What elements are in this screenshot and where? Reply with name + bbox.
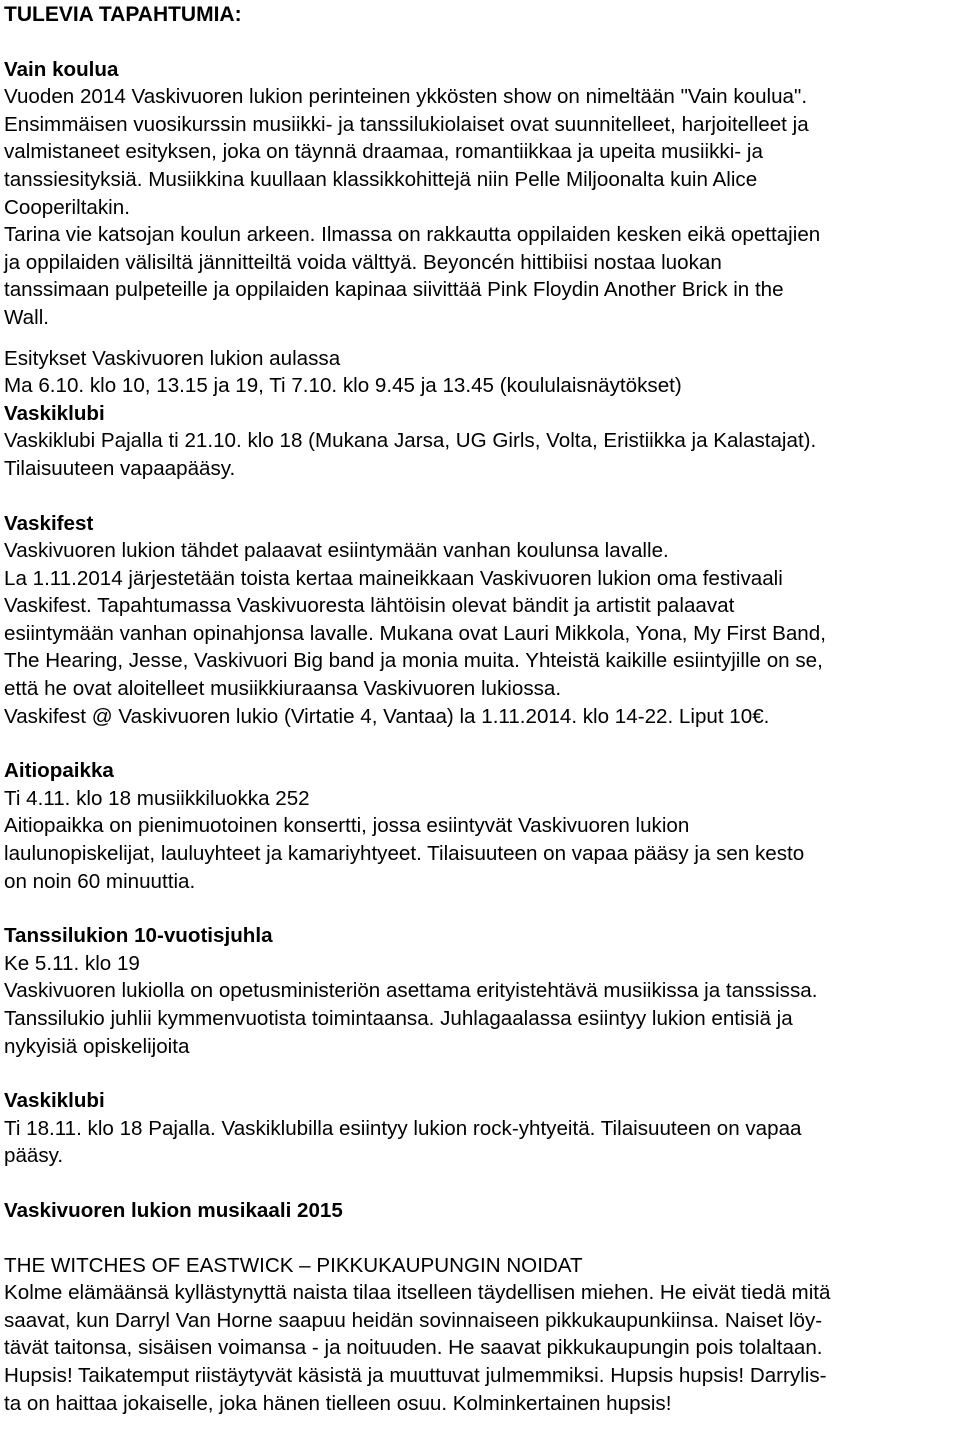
- section-heading: Tanssilukion 10-vuotisjuhla: [4, 924, 273, 948]
- paragraph-line: Tarina vie katsojan koulun arkeen. Ilmassa on rakkautta oppilaiden kesken eikä opettajien: [4, 223, 821, 247]
- section-heading: Vaskiklubi: [4, 1089, 105, 1113]
- paragraph-line: Tilaisuuteen vapaapääsy.: [4, 456, 236, 480]
- paragraph-line: Kolme elämäänsä kyllästynyttä naista tilaa itselleen täydellisen miehen. He eivät tiedä mitä: [4, 1281, 831, 1305]
- paragraph-line: Vaskifest. Tapahtumassa Vaskivuoresta lähtöisin olevat bändit ja artistit palaavat: [4, 594, 735, 618]
- paragraph-line: La 1.11.2014 järjestetään toista kertaa maineikkaan Vaskivuoren lukion oma festivaali: [4, 566, 783, 590]
- section-vaskiklubi-november: [4, 1087, 956, 1170]
- paragraph-line: Ensimmäisen vuosikurssin musiikki- ja tanssilukiolaiset ovat suunnitelleet, harjoitelleet ja: [4, 112, 809, 136]
- paragraph-line: tävät taitonsa, sisäisen voimansa - ja noituuden. He saavat pikkukaupungin pois tolaltaan.: [4, 1336, 823, 1360]
- page-title: TULEVIA TAPAHTUMIA:: [4, 3, 242, 26]
- paragraph-line: on noin 60 minuuttia.: [4, 869, 196, 893]
- paragraph-line: Ti 18.11. klo 18 Pajalla. Vaskiklubilla esiintyy lukion rock-yhtyeitä. Tilaisuuteen on vapaa: [4, 1116, 802, 1140]
- paragraph-line: Vaskivuoren lukiolla on opetusministeriön asettama erityistehtävä musiikissa ja tanssissa.: [4, 979, 818, 1003]
- section-musikaali: [4, 1197, 956, 1417]
- paragraph-line: tanssimaan pulpeteille ja oppilaiden kapinaa siivittää Pink Floydin Another Brick in the: [4, 278, 784, 302]
- schedule-times: Ma 6.10. klo 10, 13.15 ja 19, Ti 7.10. klo 9.45 ja 13.45 (koululaisnäytökset): [4, 374, 682, 398]
- paragraph-line: Ke 5.11. klo 19: [4, 951, 140, 975]
- paragraph-line: nykyisiä opiskelijoita: [4, 1034, 190, 1058]
- paragraph-line: Aitiopaikka on pienimuotoinen konsertti, jossa esiintyvät Vaskivuoren lukion: [4, 814, 690, 838]
- section-vain-koulua: [4, 56, 956, 400]
- section-aitiopaikka: [4, 757, 956, 895]
- paragraph-line: Vaskivuoren lukion tähdet palaavat esiintymään vanhan koulunsa lavalle.: [4, 539, 669, 563]
- paragraph-line: Tanssilukio juhlii kymmenvuotista toimintaansa. Juhlagaalassa esiintyy lukion entisiä ja: [4, 1007, 793, 1030]
- paragraph-line: että he ovat aloitelleet musiikkiuraansa Vaskivuoren lukiossa.: [4, 677, 562, 701]
- section-tanssilukio: [4, 922, 956, 1060]
- musical-title: THE WITCHES OF EASTWICK – PIKKUKAUPUNGIN NOIDAT: [4, 1253, 583, 1277]
- paragraph-line: Hupsis! Taikatemput riistäytyvät käsistä ja muuttuvat julmemmiksi. Hupsis hupsis! Darrylis-: [4, 1363, 827, 1387]
- paragraph-line: laulunopiskelijat, lauluyhteet ja kamariyhtyeet. Tilaisuuteen on vapaa pääsy ja sen kesto: [4, 842, 805, 866]
- paragraph-line: Vuoden 2014 Vaskivuoren lukion perinteinen ykkösten show on nimeltään "Vain koulua".: [4, 85, 808, 109]
- section-vaskifest: [4, 510, 956, 731]
- section-vaskiklubi-october: [4, 400, 956, 483]
- paragraph-line: Vaskiklubi Pajalla ti 21.10. klo 18 (Mukana Jarsa, UG Girls, Volta, Eristiikka ja Kalastajat).: [4, 429, 817, 453]
- section-heading: Vaskivuoren lukion musikaali 2015: [4, 1198, 343, 1222]
- section-heading: Vaskifest: [4, 511, 94, 535]
- schedule-title: Esitykset Vaskivuoren lukion aulassa: [4, 346, 341, 370]
- paragraph-line: ta on haittaa jokaiselle, joka hänen tielleen osuu. Kolminkertainen hupsis!: [4, 1391, 672, 1415]
- paragraph-line: Ti 4.11. klo 18 musiikkiluokka 252: [4, 786, 310, 810]
- paragraph-line: valmistaneet esityksen, joka on täynnä draamaa, romantiikkaa ja upeita musiikki- ja: [4, 140, 763, 164]
- paragraph-line: Wall.: [4, 305, 49, 329]
- paragraph-line: ja oppilaiden välisiltä jännitteiltä voida välttyä. Beyoncén hittibiisi nostaa luokan: [4, 250, 722, 274]
- paragraph-line: esiintymään vanhan opinahjonsa lavalle. Mukana ovat Lauri Mikkola, Yona, My First Band,: [4, 621, 826, 645]
- section-heading: Vain koulua: [4, 57, 119, 81]
- paragraph-line: saavat, kun Darryl Van Horne saapuu heidän sovinnaiseen pikkukaupunkiinsa. Naiset löy-: [4, 1308, 823, 1332]
- paragraph-line: pääsy.: [4, 1144, 64, 1168]
- section-heading: Vaskiklubi: [4, 401, 105, 425]
- section-heading: Aitiopaikka: [4, 759, 114, 783]
- paragraph-line: Vaskifest @ Vaskivuoren lukio (Virtatie 4, Vantaa) la 1.11.2014. klo 14-22. Liput 10€.: [4, 704, 770, 728]
- paragraph-line: The Hearing, Jesse, Vaskivuori Big band ja monia muita. Yhteistä kaikille esiintyjille on se,: [4, 649, 823, 673]
- paragraph-line: tanssiesityksiä. Musiikkina kuullaan klassikkohittejä niin Pelle Miljoonalta kuin Alice: [4, 167, 758, 191]
- paragraph-line: Cooperiltakin.: [4, 195, 130, 219]
